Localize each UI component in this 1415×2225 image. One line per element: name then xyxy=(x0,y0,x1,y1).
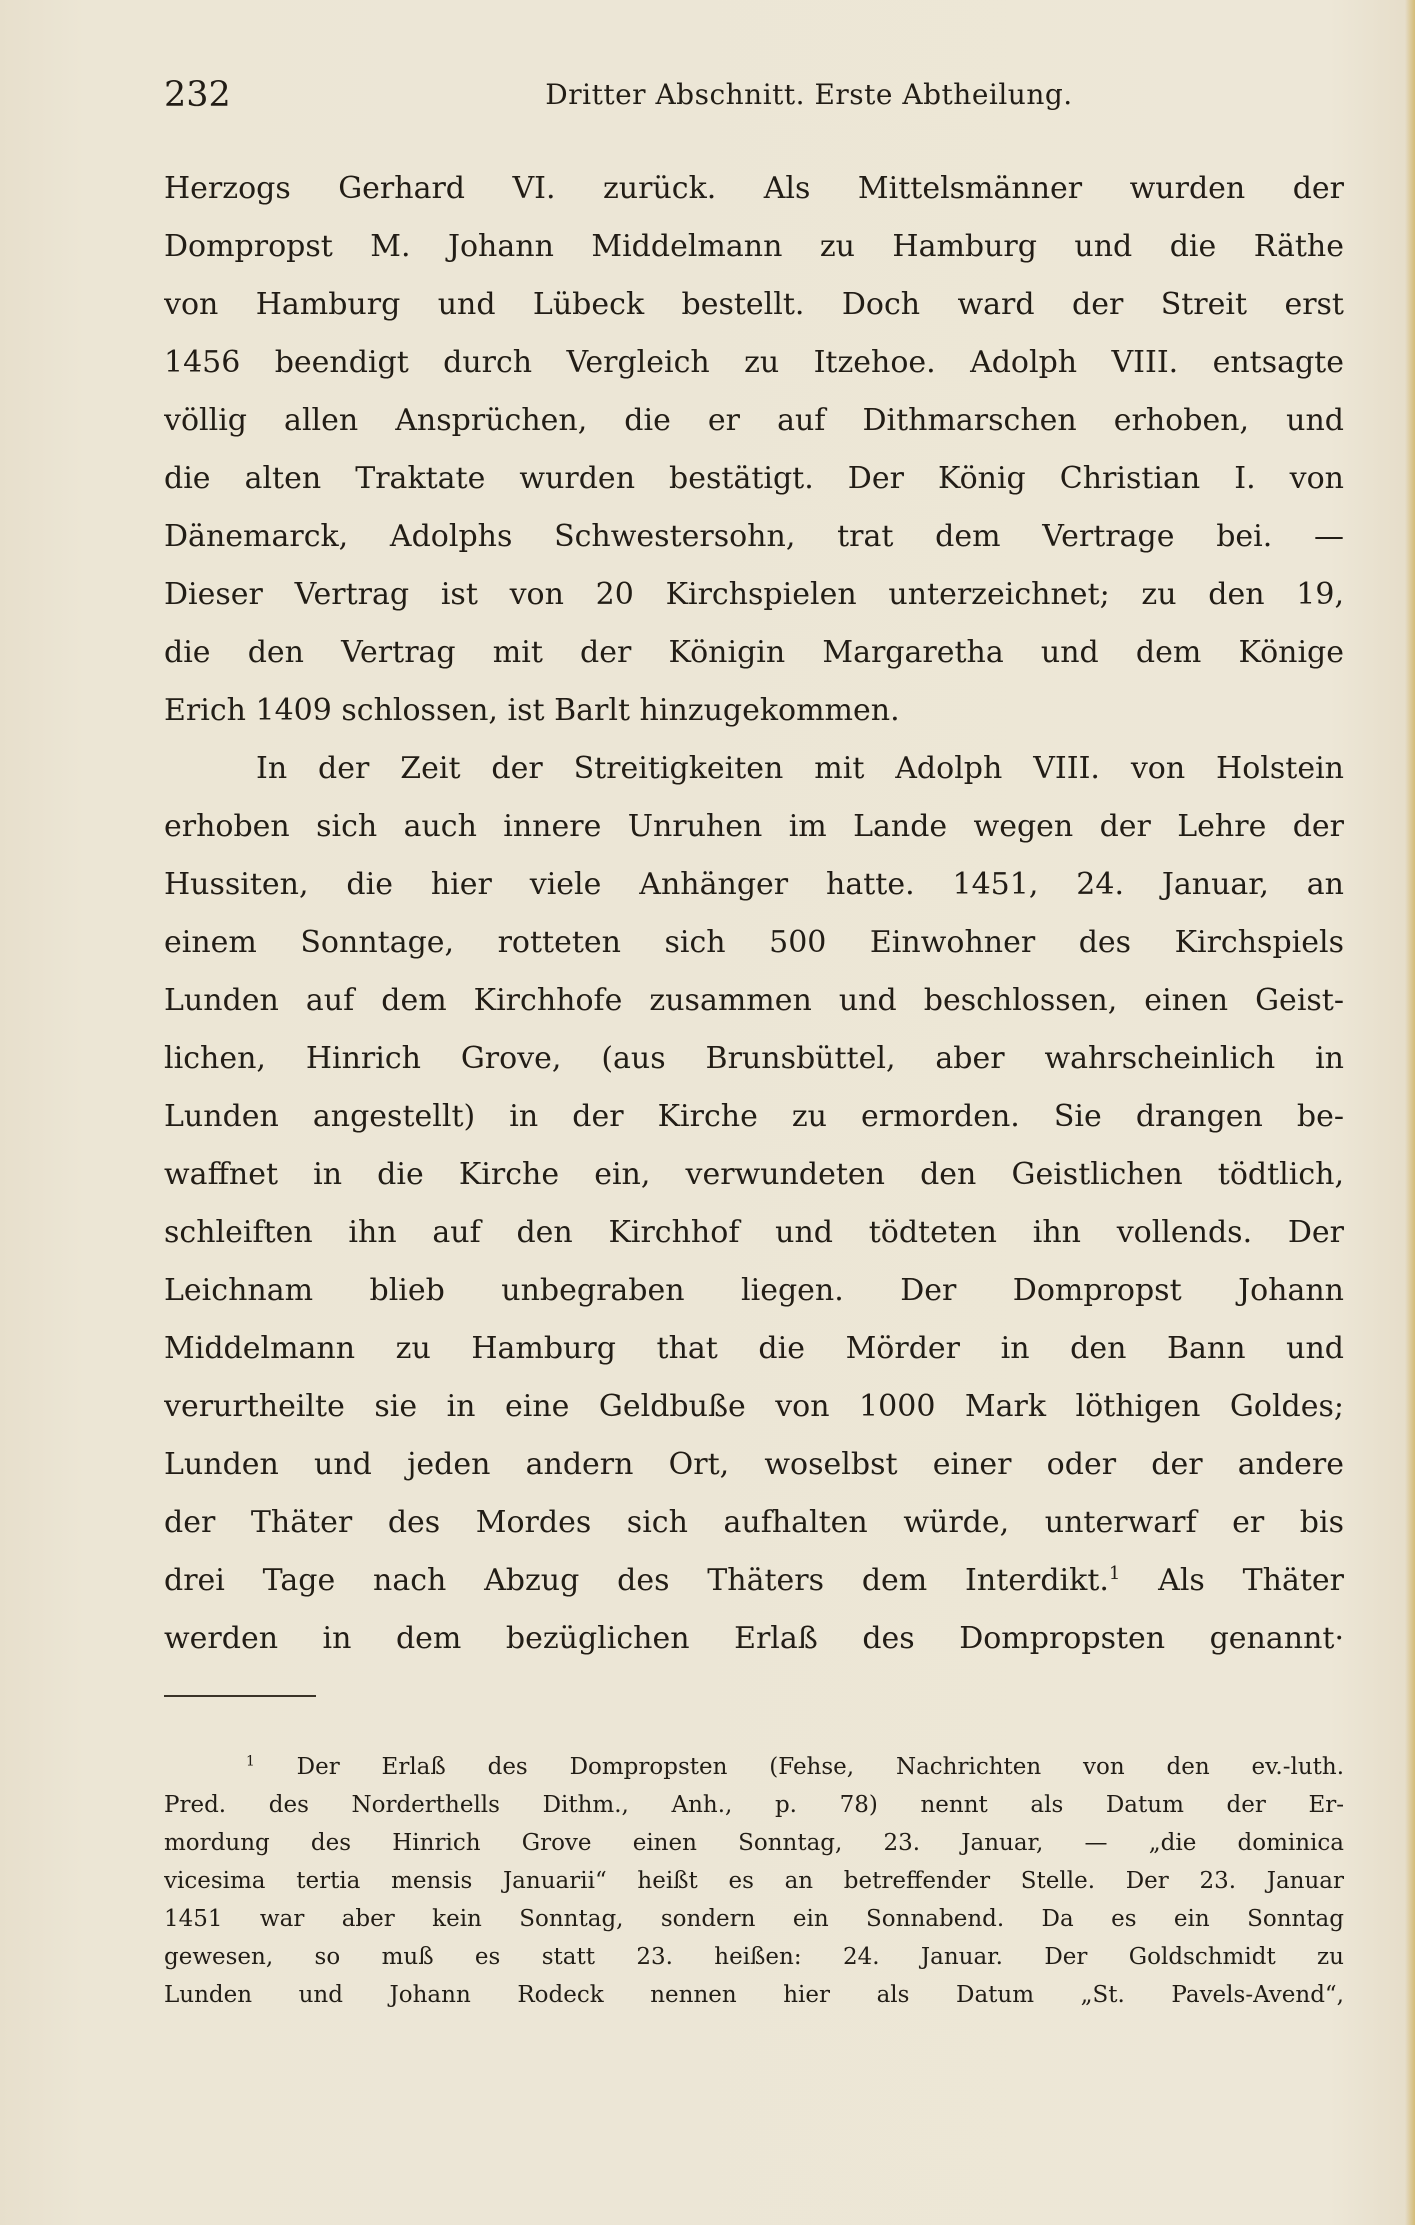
text-line: Erich 1409 schlossen, ist Barlt hinzugekommen. xyxy=(164,693,900,728)
text-line: die alten Traktate wurden bestätigt. Der König Christian I. von xyxy=(164,461,1344,496)
text-line xyxy=(164,1552,1344,1610)
text-line: lichen, Hinrich Grove, (aus Brunsbüttel, aber wahrscheinlich in xyxy=(164,1041,1344,1076)
text-line: einem Sonntage, rotteten sich 500 Einwohner des Kirchspiels xyxy=(164,925,1344,960)
text-line: Dompropst M. Johann Middelmann zu Hamburg und die Räthe xyxy=(164,229,1344,264)
text-line: völlig allen Ansprüchen, die er auf Dithmarschen erhoben, und xyxy=(164,403,1344,438)
text-line: von Hamburg und Lübeck bestellt. Doch ward der Streit erst xyxy=(164,287,1344,322)
text-line: Middelmann zu Hamburg that die Mörder in den Bann und xyxy=(164,1331,1344,1366)
text-line: Dänemarck, Adolphs Schwestersohn, trat dem Vertrage bei. — xyxy=(164,519,1344,554)
running-head: Dritter Abschnitt. Erste Abtheilung. xyxy=(545,78,1073,111)
footnote-marker: 1 xyxy=(246,1753,255,1770)
text-line: waffnet in die Kirche ein, verwundeten den Geistlichen tödtlich, xyxy=(164,1157,1344,1192)
footnote-divider xyxy=(164,1695,316,1697)
page-number: 232 xyxy=(164,75,231,115)
text-line: In der Zeit der Streitigkeiten mit Adolph VIII. von Holstein xyxy=(256,751,1344,786)
page-edge xyxy=(1405,0,1415,2225)
text-line: Dieser Vertrag ist von 20 Kirchspielen unterzeichnet; zu den 19, xyxy=(164,577,1344,612)
footnote-line: gewesen, so muß es statt 23. heißen: 24. Januar. Der Goldschmidt zu xyxy=(164,1944,1344,1970)
text-line: Leichnam blieb unbegraben liegen. Der Dompropst Johann xyxy=(164,1273,1344,1308)
text-line: 1456 beendigt durch Vergleich zu Itzehoe. Adolph VIII. entsagte xyxy=(164,345,1344,380)
text-line: Hussiten, die hier viele Anhänger hatte. 1451, 24. Januar, an xyxy=(164,867,1344,902)
text-line: der Thäter des Mordes sich aufhalten würde, unterwarf er bis xyxy=(164,1505,1344,1540)
page-header xyxy=(164,70,1254,120)
text-line: Herzogs Gerhard VI. zurück. Als Mittelsmänner wurden der xyxy=(164,171,1344,206)
text-line: Lunden und jeden andern Ort, woselbst einer oder der andere xyxy=(164,1447,1344,1482)
footnote-reference[interactable]: 1 xyxy=(1108,1563,1121,1584)
footnote-line: Lunden und Johann Rodeck nennen hier als Datum „St. Pavels-Avend“, xyxy=(164,1982,1344,2008)
text-line: Lunden auf dem Kirchhofe zusammen und beschlossen, einen Geist- xyxy=(164,983,1344,1018)
footnotes xyxy=(164,1748,1344,2014)
text-line: schleiften ihn auf den Kirchhof und tödteten ihn vollends. Der xyxy=(164,1215,1344,1250)
footnote-line: Pred. des Norderthells Dithm., Anh., p. 78) nennt als Datum der Er- xyxy=(164,1792,1344,1818)
footnote-text: Der Erlaß des Dompropsten (Fehse, Nachrichten von den ev.-luth. xyxy=(296,1754,1344,1780)
main-text xyxy=(164,160,1344,1668)
footnote-line: mordung des Hinrich Grove einen Sonntag, 23. Januar, — „die dominica xyxy=(164,1830,1344,1856)
text-line: Lunden angestellt) in der Kirche zu ermorden. Sie drangen be- xyxy=(164,1099,1344,1134)
text-line: die den Vertrag mit der Königin Margaretha und dem Könige xyxy=(164,635,1344,670)
text-segment: Als Thäter xyxy=(1120,1563,1344,1598)
footnote-line: 1451 war aber kein Sonntag, sondern ein Sonnabend. Da es ein Sonntag xyxy=(164,1906,1344,1932)
footnote-line xyxy=(164,1748,1344,1786)
text-line: werden in dem bezüglichen Erlaß des Dompropsten genannt· xyxy=(164,1621,1344,1656)
footnote-line: vicesima tertia mensis Januarii“ heißt es an betreffender Stelle. Der 23. Januar xyxy=(164,1868,1344,1894)
text-line: erhoben sich auch innere Unruhen im Lande wegen der Lehre der xyxy=(164,809,1344,844)
text-segment: drei Tage nach Abzug des Thäters dem Interdikt. xyxy=(164,1563,1109,1598)
text-line: verurtheilte sie in eine Geldbuße von 1000 Mark löthigen Goldes; xyxy=(164,1389,1344,1424)
